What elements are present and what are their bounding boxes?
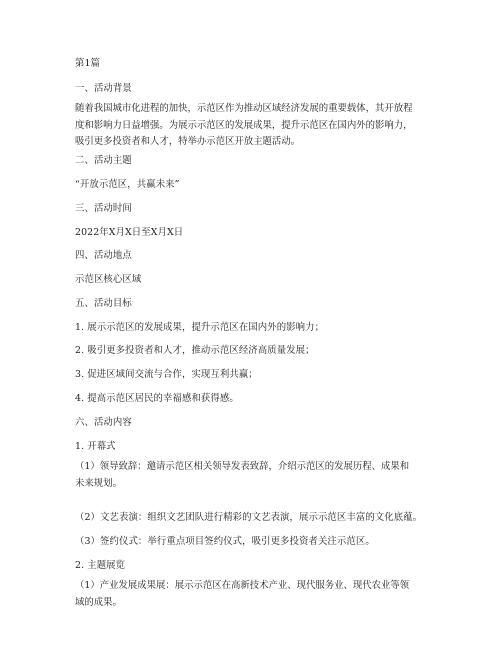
section-heading-location: 四、活动地点: [75, 250, 132, 261]
section-body-location: 示范区核心区域: [75, 274, 142, 285]
page-label: 第1篇: [75, 58, 101, 69]
subsection-heading-opening: 1. 开幕式: [75, 441, 116, 452]
paragraph-line: （1）领导致辞：邀请示范区相关领导发表致辞，介绍示范区的发展历程、成果和: [75, 461, 410, 472]
paragraph-line: 未来规划。: [75, 477, 122, 489]
opening-item: （3）签约仪式：举行重点项目签约仪式，吸引更多投资者关注示范区。: [75, 536, 375, 547]
goal-item: 2. 吸引更多投资者和人才，推动示范区经济高质量发展；: [75, 345, 315, 356]
paragraph-line: 度和影响力日益增强。为展示示范区的发展成果，提升示范区在国内外的影响力，: [75, 119, 413, 131]
goal-item: 3. 促进区域间交流与合作，实现互利共赢；: [75, 369, 258, 380]
section-heading-goals: 五、活动目标: [75, 298, 132, 309]
subsection-heading-exhibition: 2. 主题展览: [75, 560, 126, 571]
goal-item: 4. 提高示范区居民的幸福感和获得感。: [75, 393, 239, 404]
goal-item: 1. 展示示范区的发展成果，提升示范区在国内外的影响力；: [75, 322, 325, 333]
section-heading-background: 一、活动背景: [75, 83, 132, 94]
section-heading-content: 六、活动内容: [75, 417, 132, 428]
section-heading-time: 三、活动时间: [75, 203, 132, 214]
paragraph-line: 吸引更多投资者和人才，特举办示范区开放主题活动。: [75, 136, 301, 147]
section-body-background: [75, 101, 435, 151]
exhibition-item: [75, 578, 435, 611]
paragraph-line: 域的成果。: [75, 596, 122, 608]
opening-item: [75, 459, 435, 492]
opening-item: （2）文艺表演：组织文艺团队进行精彩的文艺表演，展示示范区丰富的文化底蕴。: [75, 512, 423, 523]
section-heading-theme: 二、活动主题: [75, 155, 132, 166]
paragraph-line: （1）产业发展成果展：展示示范区在高新技术产业、现代服务业、现代农业等领: [75, 580, 410, 591]
section-body-time: 2022年X月X日至X月X日: [75, 227, 184, 238]
paragraph-line: 随着我国城市化进程的加快，示范区作为推动区域经济发展的重要载体，其开放程: [75, 103, 413, 114]
section-body-theme: “开放示范区，共赢未来”: [75, 179, 180, 190]
